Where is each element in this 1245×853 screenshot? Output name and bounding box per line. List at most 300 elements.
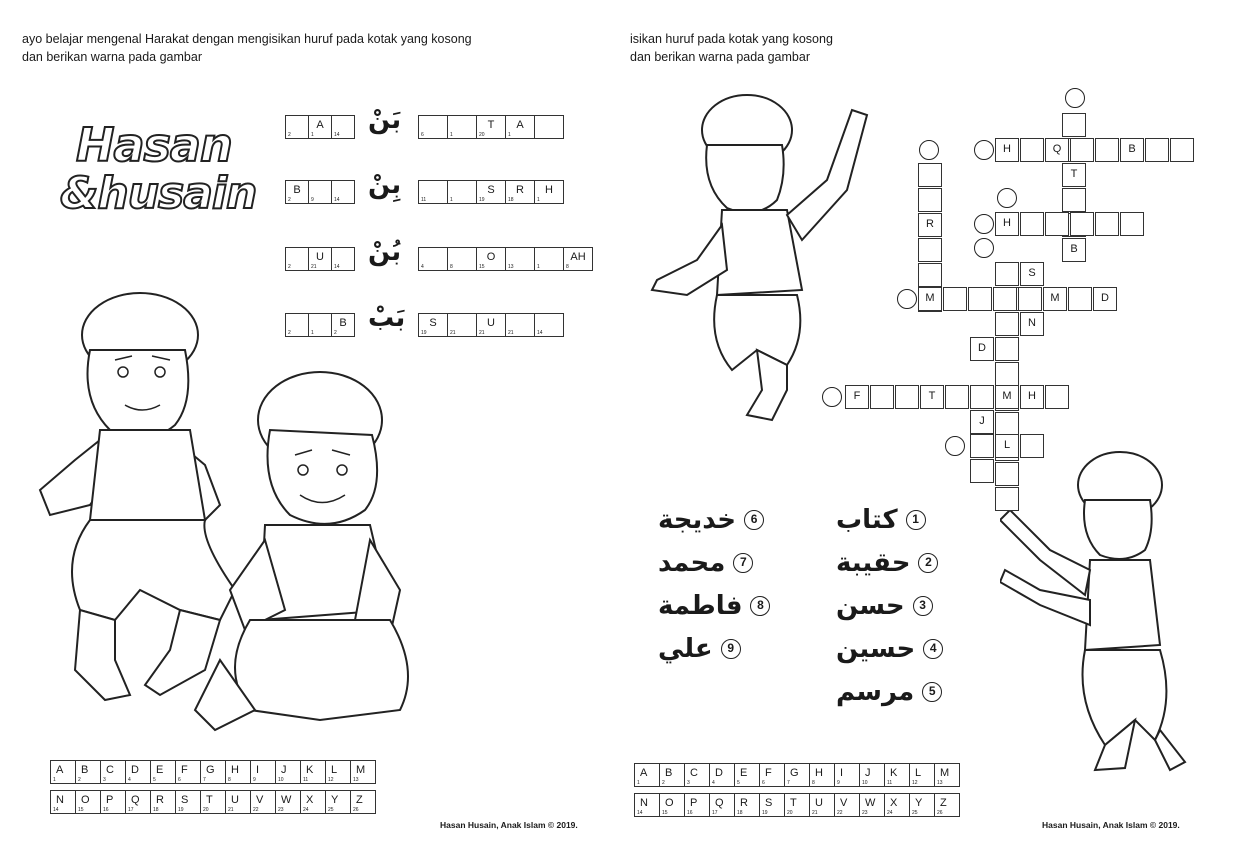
left-footer-credit: Hasan Husain, Anak Islam © 2019. [440, 820, 578, 830]
letter-box[interactable] [100, 790, 126, 814]
box-number: 11 [887, 780, 893, 786]
word-list-item [658, 634, 741, 664]
box-letter: D [131, 764, 139, 776]
left-worksheet-page [0, 0, 622, 853]
word-list-item [658, 548, 753, 578]
crossword-cell[interactable] [1045, 212, 1069, 236]
box-number: 2 [78, 777, 81, 783]
letter-box[interactable] [325, 790, 351, 814]
box-number: 20 [479, 132, 485, 138]
letter-box[interactable] [505, 247, 535, 271]
box-number: 9 [311, 197, 314, 203]
box-number: 10 [278, 777, 284, 783]
clue-number-circle [974, 238, 994, 258]
box-letter: I [256, 764, 260, 776]
word-list-item [836, 505, 926, 535]
word-list-item [658, 505, 764, 535]
letter-box[interactable] [534, 247, 564, 271]
crossword-letter: T [1070, 168, 1078, 180]
box-number: 20 [787, 810, 793, 816]
crossword-cell[interactable] [968, 287, 992, 311]
box-letter: P [106, 794, 114, 806]
letter-box[interactable] [659, 763, 685, 787]
letter-box[interactable] [418, 313, 448, 337]
crossword-cell[interactable] [970, 410, 994, 434]
clue-number-circle [974, 214, 994, 234]
letter-box[interactable] [150, 790, 176, 814]
letter-box[interactable] [308, 247, 332, 271]
box-letter: D [715, 767, 723, 779]
letter-box[interactable] [308, 180, 332, 204]
right-instruction-line2: dan berikan warna pada gambar [630, 50, 810, 64]
box-letter: K [306, 764, 314, 776]
crossword-cell[interactable] [995, 385, 1019, 409]
word-list-item [836, 677, 942, 707]
box-letter: Q [715, 797, 724, 809]
arabic-word: مرسم [836, 677, 915, 707]
letter-box[interactable] [75, 760, 101, 784]
letter-box[interactable] [534, 115, 564, 139]
crossword-letter: L [1003, 439, 1011, 451]
box-letter: N [640, 797, 648, 809]
box-number: 12 [328, 777, 334, 783]
crossword-cell[interactable] [895, 385, 919, 409]
box-number: 13 [508, 264, 514, 270]
box-letter: A [516, 119, 524, 131]
right-footer-credit: Hasan Husain, Anak Islam © 2019. [1042, 820, 1180, 830]
letter-box[interactable] [759, 763, 785, 787]
letter-box[interactable] [447, 247, 477, 271]
box-number: 11 [303, 777, 309, 783]
letter-box[interactable] [275, 790, 301, 814]
right-alphabet-row-2 [634, 793, 960, 817]
crossword-cell[interactable] [1120, 212, 1144, 236]
box-number: 6 [178, 777, 181, 783]
left-instruction-line2: dan berikan warna pada gambar [22, 50, 202, 64]
crossword-letter: H [1003, 217, 1011, 229]
crossword-cell[interactable] [1145, 138, 1169, 162]
crossword-cell[interactable] [1062, 163, 1086, 187]
right-worksheet-page [622, 0, 1245, 853]
box-number: 22 [253, 807, 259, 813]
box-letter: L [331, 764, 338, 776]
box-letter: S [181, 794, 189, 806]
arabic-word: حسين [836, 634, 916, 664]
box-number: 9 [253, 777, 256, 783]
box-number: 14 [334, 264, 340, 270]
crossword-letter: N [1028, 317, 1036, 329]
crossword-cell[interactable] [1043, 287, 1067, 311]
letter-box[interactable] [200, 760, 226, 784]
box-letter: H [231, 764, 239, 776]
arabic-syllable: بُنْ [368, 237, 402, 267]
clue-number-circle [997, 188, 1017, 208]
crossword-cell[interactable] [1120, 138, 1144, 162]
word-number-circle: 1 [906, 510, 926, 530]
box-letter: E [740, 767, 748, 779]
crossword-cell[interactable] [920, 385, 944, 409]
box-number: 6 [421, 132, 424, 138]
box-letter: N [56, 794, 64, 806]
letter-box[interactable] [447, 313, 477, 337]
crossword-cell[interactable] [943, 287, 967, 311]
letter-box[interactable] [834, 793, 860, 817]
letter-box[interactable] [285, 115, 309, 139]
letter-box[interactable] [684, 793, 710, 817]
harakat-syllable-boxes [285, 180, 355, 204]
crossword-cell[interactable] [995, 487, 1019, 511]
letter-box[interactable] [934, 793, 960, 817]
box-letter: AH [570, 251, 586, 263]
crossword-cell[interactable] [1020, 312, 1044, 336]
crossword-cell[interactable] [1020, 385, 1044, 409]
crossword-cell[interactable] [995, 362, 1019, 386]
arabic-word: خديجة [658, 505, 737, 535]
letter-box[interactable] [50, 760, 76, 784]
box-letter: T [790, 797, 797, 809]
letter-box[interactable] [331, 115, 355, 139]
letter-box[interactable] [859, 763, 885, 787]
letter-box[interactable] [809, 763, 835, 787]
crossword-cell[interactable] [1070, 212, 1094, 236]
arabic-syllable: بَبْ [368, 303, 406, 333]
letter-box[interactable] [884, 793, 910, 817]
crossword-cell[interactable] [1070, 138, 1094, 162]
letter-box[interactable] [75, 790, 101, 814]
crossword-cell[interactable] [995, 138, 1019, 162]
box-letter: B [665, 767, 673, 779]
box-letter: C [690, 767, 698, 779]
box-number: 8 [566, 264, 569, 270]
box-letter: P [690, 797, 698, 809]
box-letter: O [665, 797, 674, 809]
box-number: 2 [288, 330, 291, 336]
clue-number-circle [945, 436, 965, 456]
word-list-item [658, 591, 770, 621]
crossword-cell[interactable] [918, 238, 942, 262]
letter-box[interactable] [476, 115, 506, 139]
word-number-circle: 5 [922, 682, 942, 702]
letter-box[interactable] [300, 790, 326, 814]
crossword-cell[interactable] [1093, 287, 1117, 311]
box-number: 25 [912, 810, 918, 816]
crossword-cell[interactable] [995, 212, 1019, 236]
clue-number-circle [1065, 88, 1085, 108]
letter-box[interactable] [331, 180, 355, 204]
letter-box[interactable] [300, 760, 326, 784]
box-letter: M [356, 764, 366, 776]
box-number: 1 [450, 132, 453, 138]
letter-box[interactable] [709, 793, 735, 817]
crossword-cell[interactable] [1020, 138, 1044, 162]
letter-box[interactable] [634, 793, 660, 817]
left-alphabet-row-2 [50, 790, 376, 814]
crossword-letter: D [978, 342, 986, 354]
box-number: 2 [334, 330, 337, 336]
box-letter: J [281, 764, 287, 776]
box-number: 16 [103, 807, 109, 813]
word-list-item [836, 634, 943, 664]
crossword-cell[interactable] [1068, 287, 1092, 311]
crossword-cell[interactable] [995, 412, 1019, 436]
box-number: 23 [862, 810, 868, 816]
letter-box[interactable] [350, 790, 376, 814]
letter-box[interactable] [418, 180, 448, 204]
right-instructions [630, 30, 833, 66]
harakat-word-boxes [418, 180, 564, 204]
letter-box[interactable] [934, 763, 960, 787]
crossword-letter: D [1101, 292, 1109, 304]
letter-box[interactable] [275, 760, 301, 784]
letter-box[interactable] [834, 763, 860, 787]
letter-box[interactable] [505, 115, 535, 139]
crossword-cell[interactable] [993, 287, 1017, 311]
box-number: 5 [737, 780, 740, 786]
crossword-cell[interactable] [1062, 238, 1086, 262]
letter-box[interactable] [285, 180, 309, 204]
letter-box[interactable] [534, 313, 564, 337]
crossword-letter: S [1028, 267, 1036, 279]
arabic-syllable: بَنْ [368, 105, 402, 135]
letter-box[interactable] [250, 790, 276, 814]
crossword-cell[interactable] [1018, 287, 1042, 311]
crossword-cell[interactable] [1020, 212, 1044, 236]
box-letter: R [740, 797, 748, 809]
harakat-syllable-boxes [285, 115, 355, 139]
letter-box[interactable] [476, 180, 506, 204]
box-number: 14 [53, 807, 59, 813]
box-number: 1 [311, 330, 314, 336]
crossword-cell[interactable] [995, 312, 1019, 336]
box-number: 2 [288, 197, 291, 203]
box-number: 9 [837, 780, 840, 786]
box-letter: F [765, 767, 772, 779]
crossword-letter: B [1070, 243, 1078, 255]
box-number: 21 [508, 330, 514, 336]
letter-box[interactable] [709, 763, 735, 787]
crossword-cell[interactable] [918, 287, 942, 311]
letter-box[interactable] [418, 247, 448, 271]
letter-box[interactable] [563, 247, 593, 271]
box-number: 19 [479, 197, 485, 203]
letter-box[interactable] [447, 115, 477, 139]
crossword-letter: M [925, 292, 935, 304]
box-letter: F [181, 764, 188, 776]
box-letter: E [156, 764, 164, 776]
box-number: 2 [662, 780, 665, 786]
crossword-cell[interactable] [1045, 385, 1069, 409]
crossword-cell[interactable] [970, 385, 994, 409]
letter-box[interactable] [225, 790, 251, 814]
box-number: 17 [128, 807, 134, 813]
letter-box[interactable] [331, 247, 355, 271]
box-number: 14 [537, 330, 543, 336]
crossword-cell[interactable] [918, 263, 942, 287]
letter-box[interactable] [659, 793, 685, 817]
box-number: 19 [421, 330, 427, 336]
left-alphabet-row-1 [50, 760, 376, 784]
box-letter: V [840, 797, 848, 809]
letter-box[interactable] [125, 760, 151, 784]
word-number-circle: 3 [913, 596, 933, 616]
box-number: 4 [421, 264, 424, 270]
letter-box[interactable] [447, 180, 477, 204]
word-list-item [836, 548, 938, 578]
letter-box[interactable] [734, 793, 760, 817]
box-number: 17 [712, 810, 718, 816]
box-letter: U [231, 794, 239, 806]
letter-box[interactable] [809, 793, 835, 817]
crossword-cell[interactable] [995, 262, 1019, 286]
crossword-cell[interactable] [1020, 434, 1044, 458]
box-number: 8 [450, 264, 453, 270]
box-number: 21 [479, 330, 485, 336]
box-letter: U [487, 317, 495, 329]
letter-box[interactable] [505, 313, 535, 337]
crossword-letter: H [1028, 390, 1036, 402]
letter-box[interactable] [285, 247, 309, 271]
box-letter: C [106, 764, 114, 776]
logo-hasan-text: Hasan [76, 118, 232, 172]
crossword-cell[interactable] [995, 337, 1019, 361]
box-number: 18 [737, 810, 743, 816]
box-number: 12 [912, 780, 918, 786]
crossword-letter: M [1002, 390, 1012, 402]
letter-box[interactable] [350, 760, 376, 784]
word-number-circle: 7 [733, 553, 753, 573]
box-letter: L [915, 767, 922, 779]
letter-box[interactable] [200, 790, 226, 814]
letter-box[interactable] [734, 763, 760, 787]
box-number: 13 [353, 777, 359, 783]
box-number: 19 [178, 807, 184, 813]
box-letter: Y [915, 797, 923, 809]
box-letter: J [865, 767, 871, 779]
letter-box[interactable] [250, 760, 276, 784]
crossword-cell[interactable] [1095, 212, 1119, 236]
harakat-word-boxes [418, 247, 593, 271]
box-number: 22 [837, 810, 843, 816]
crossword-cell[interactable] [870, 385, 894, 409]
box-number: 19 [762, 810, 768, 816]
letter-box[interactable] [125, 790, 151, 814]
box-number: 21 [311, 264, 317, 270]
box-number: 14 [334, 132, 340, 138]
box-letter: Y [331, 794, 339, 806]
letter-box[interactable] [175, 760, 201, 784]
crossword-letter: J [979, 415, 985, 427]
letter-box[interactable] [909, 793, 935, 817]
crossword-cell[interactable] [995, 434, 1019, 458]
clue-number-circle [822, 387, 842, 407]
box-number: 2 [288, 264, 291, 270]
letter-box[interactable] [634, 763, 660, 787]
box-number: 1 [637, 780, 640, 786]
letter-box[interactable] [418, 115, 448, 139]
box-number: 14 [334, 197, 340, 203]
letter-box[interactable] [909, 763, 935, 787]
box-letter: G [206, 764, 215, 776]
crossword-cell[interactable] [918, 188, 942, 212]
box-letter: Z [940, 797, 947, 809]
box-letter: X [306, 794, 314, 806]
crossword-cell[interactable] [1095, 138, 1119, 162]
crossword-cell[interactable] [918, 213, 942, 237]
box-letter: S [487, 184, 495, 196]
box-number: 15 [78, 807, 84, 813]
crossword-cell[interactable] [1062, 188, 1086, 212]
crossword-cell[interactable] [1062, 113, 1086, 137]
crossword-cell[interactable] [970, 337, 994, 361]
box-letter: A [316, 119, 324, 131]
letter-box[interactable] [534, 180, 564, 204]
right-instruction-line1: isikan huruf pada kotak yang kosong [630, 32, 833, 46]
crossword-letter: M [1050, 292, 1060, 304]
box-number: 21 [450, 330, 456, 336]
letter-box[interactable] [225, 760, 251, 784]
box-letter: B [293, 184, 301, 196]
crossword-cell[interactable] [970, 459, 994, 483]
box-letter: R [516, 184, 524, 196]
box-number: 20 [203, 807, 209, 813]
letter-box[interactable] [325, 760, 351, 784]
box-number: 1 [53, 777, 56, 783]
clue-number-circle [974, 140, 994, 160]
box-number: 15 [479, 264, 485, 270]
letter-box[interactable] [308, 115, 332, 139]
letter-box[interactable] [150, 760, 176, 784]
crossword-letter: B [1128, 143, 1136, 155]
box-letter: Z [356, 794, 363, 806]
letter-box[interactable] [476, 247, 506, 271]
arabic-word: علي [658, 634, 713, 664]
letter-box[interactable] [859, 793, 885, 817]
box-number: 16 [687, 810, 693, 816]
letter-box[interactable] [50, 790, 76, 814]
letter-box[interactable] [476, 313, 506, 337]
box-number: 7 [787, 780, 790, 786]
letter-box[interactable] [784, 763, 810, 787]
crossword-cell[interactable] [845, 385, 869, 409]
letter-box[interactable] [684, 763, 710, 787]
left-instructions [22, 30, 472, 66]
arabic-syllable: بِنْ [368, 170, 402, 200]
box-letter: Q [131, 794, 140, 806]
crossword-cell[interactable] [1020, 262, 1044, 286]
box-letter: S [429, 317, 437, 329]
crossword-cell[interactable] [995, 462, 1019, 486]
box-number: 6 [762, 780, 765, 786]
crossword-cell[interactable] [1045, 138, 1069, 162]
letter-box[interactable] [100, 760, 126, 784]
crossword-cell[interactable] [970, 434, 994, 458]
letter-box[interactable] [505, 180, 535, 204]
letter-box[interactable] [784, 793, 810, 817]
box-letter: B [339, 317, 347, 329]
word-number-circle: 6 [744, 510, 764, 530]
word-number-circle: 8 [750, 596, 770, 616]
box-letter: G [790, 767, 799, 779]
crossword-cell[interactable] [918, 163, 942, 187]
box-number: 21 [812, 810, 818, 816]
crossword-cell[interactable] [1170, 138, 1194, 162]
letter-box[interactable] [175, 790, 201, 814]
letter-box[interactable] [884, 763, 910, 787]
crossword-cell[interactable] [945, 385, 969, 409]
letter-box[interactable] [759, 793, 785, 817]
crossword-letter: Q [1052, 143, 1062, 155]
word-number-circle: 2 [918, 553, 938, 573]
